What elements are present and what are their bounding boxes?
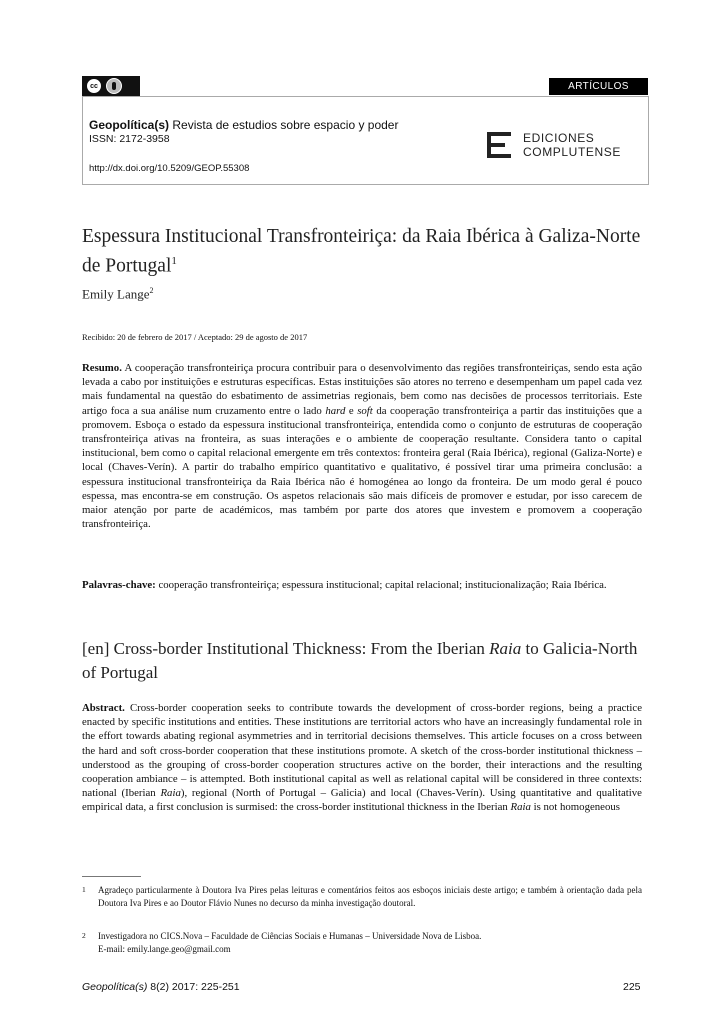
ediciones-complutense-logo-icon xyxy=(487,132,511,158)
footnote-ref-1[interactable]: 1 xyxy=(171,255,177,267)
journal-header-box xyxy=(82,96,649,185)
keywords-label: Palavras-chave: xyxy=(82,579,156,591)
author: Emily Lange$^2$ xyxy=(82,286,154,302)
footnote-ref-2[interactable]: 2 xyxy=(149,286,154,295)
publisher-name: EDICIONES COMPLUTENSE xyxy=(523,131,621,159)
doi-link[interactable]: http://dx.doi.org/10.5209/GEOP.55308 xyxy=(89,163,250,174)
english-title: [en] Cross-border Institutional Thickness: From the Iberian Raia to Galicia-North of Portugal xyxy=(82,639,638,682)
publisher-logo xyxy=(487,131,621,159)
footer-citation: Geopolítica(s) 8(2) 2017: 225-251 xyxy=(82,981,240,993)
journal-issn: ISSN: 2172-3958 xyxy=(89,133,170,145)
abstract-english: Abstract. Cross-border cooperation seeks to contribute towards the development of cross-border regions, being a practice enacted by specific institutions and entities. These institutions are territorial actors who have an increasingly fundamental role in the effort towards abating regional asymmetries and in territorial decisions themselves. This article focuses on a cross between the hard and soft cross-border cooperation that these institutions promote. A sketch of the cross-border institutional thickness – understood as the grouping of cross-border cooperation structures active on the border, their interactions and the resulting cooperation ambiance – is attempted. Both institutional capital as well as relational capital will be considered in three contexts: national (Iberian Raia), regional (North of Portugal – Galicia) and local (Chaves-Verín). Using quantitative and qualitative empirical data, a first conclusion is surmised: the cross-border institutional thickness in the Iberian Raia is not homogeneous xyxy=(82,702,642,814)
received-dates: Recibido: 20 de febrero de 2017 / Aceptado: 29 de agosto de 2017 xyxy=(82,332,308,342)
article-title: Espessura Institucional Transfronteiriça: da Raia Ibérica à Galiza-Norte de Portugal$^1$ xyxy=(82,226,641,277)
abstract-portuguese: Resumo. A cooperação transfronteiriça procura contribuir para o desenvolvimento das regiões transfronteiriças, sendo esta ação levada a cabo por instituições e estruturas específicas. Estas instituições são atores no terreno e desempenham um papel cada vez mais fundamental na questão do esbatimento de assimetrias regionais, bem como nas decisões de processos territoriais. Este artigo foca a sua análise num cruzamento entre o lado hard e soft da cooperação transfronteiriça a partir das instituições que a promovem. Esboça o estado da espessura institucional transfronteiriça, entendida como o conjunto de estruturas de cooperação transfronteiriça ativas na fronteira, as suas interações e o ambiente de cooperação resultante. Considera tanto o capital institucional, bem como o capital relacional emergente em três contextos: fronteira geral (Raia Ibérica), regional (Galiza-Norte) e local (Chaves-Verín). A partir do trabalho empírico quantitativo e qualitativo, é possível tirar uma primeira conclusão: a espessura institucional transfronteiriça da Raia Ibérica não é homogénea ao longo da fronteira. De um modo geral é pouco espessa, mas encontra-se em construção. Os aspetos relacionais são mais difíceis de promover e estudar, por isso carecem de maior atenção por parte de académicos, mas também por parte dos atores que investem e promovem a cooperação transfronteiriça. xyxy=(82,362,642,531)
journal-name: Geopolítica(s) xyxy=(89,118,170,132)
footnote-divider xyxy=(82,876,141,877)
creative-commons-icon: cc xyxy=(86,78,102,94)
attribution-icon xyxy=(106,78,122,94)
journal-subtitle: Revista de estudios sobre espacio y poder xyxy=(169,118,399,132)
page-number: 225 xyxy=(623,981,641,993)
footnote-2: 2 Investigadora no CICS.Nova – Faculdade de Ciências Sociais e Humanas – Universidade Nova de Lisboa. E-mail: emily.lange.geo@gmail.com xyxy=(82,931,482,954)
journal-title-line xyxy=(89,118,398,132)
author-email[interactable]: E-mail: emily.lange.geo@gmail.com xyxy=(98,943,231,954)
footnote-1: 1 Agradeço particularmente à Doutora Iva Pires pelas leituras e comentários feitos aos esboços iniciais deste artigo; e também à orientação dada pela Doutora Iva Pires e ao Doutor Flávio Nunes no decurso da minha investigação doutoral. xyxy=(82,885,642,908)
abstract-en-label: Abstract. xyxy=(82,702,125,714)
abstract-label: Resumo. xyxy=(82,362,122,374)
cc-by-license-badge[interactable] xyxy=(82,76,140,96)
keywords-portuguese: Palavras-chave: cooperação transfronteiriça; espessura institucional; capital relacional; institucionalização; Raia Ibérica. xyxy=(82,579,607,591)
section-tag: ARTÍCULOS xyxy=(549,78,648,95)
